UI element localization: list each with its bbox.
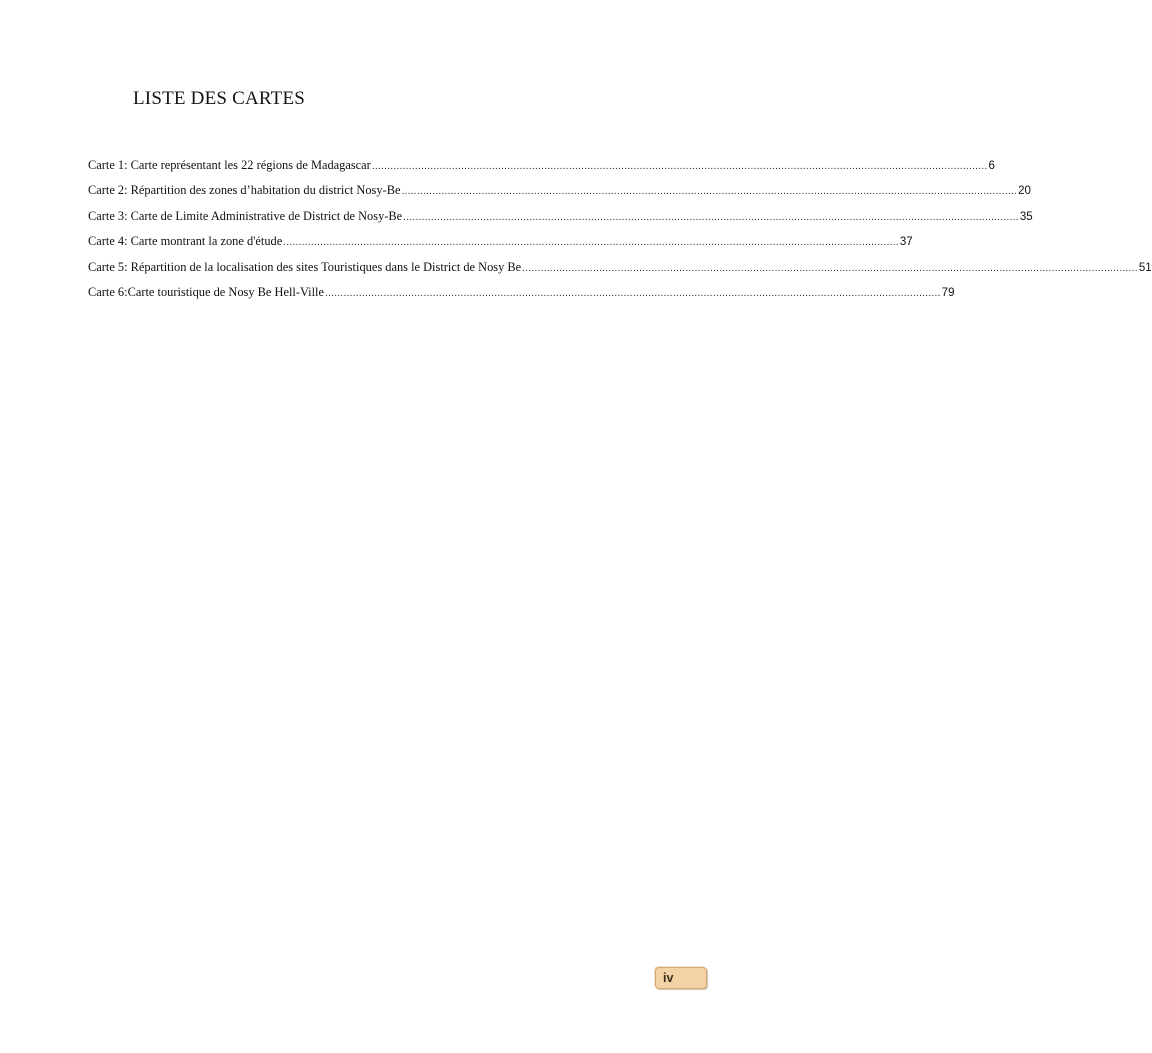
dot-leader: ........................................................................................................................................................................................................ — [371, 161, 988, 172]
toc-entry-page: 51 — [1138, 261, 1152, 274]
toc-entry-page: 20 — [1018, 185, 1031, 198]
toc-entry[interactable] — [88, 234, 913, 259]
toc-entry-page: 35 — [1019, 210, 1033, 223]
toc-entry[interactable] — [88, 284, 955, 310]
dot-leader: ........................................................................................................................................................................................................ — [325, 287, 941, 299]
toc-entry-label: Carte 3: Carte de Limite Administrative de District de Nosy-Be — [88, 208, 403, 223]
dot-leader: ........................................................................................................................................................................................................ — [283, 237, 899, 249]
toc-entry-page: 37 — [899, 236, 913, 249]
dot-leader: ........................................................................................................................................................................................................ — [522, 262, 1138, 274]
toc-entry-label: Carte 2: Répartition des zones d’habitation du district Nosy-Be — [88, 183, 401, 198]
toc-entry-label: Carte 5: Répartition de la localisation des sites Touristiques dans le District de Nosy Be — [88, 259, 522, 274]
toc-entry-page: 79 — [941, 286, 955, 299]
page-number: iv — [663, 971, 674, 985]
page-number-badge — [655, 967, 707, 989]
toc-entry-label: Carte 1: Carte représentant les 22 régions de Madagascar — [88, 158, 371, 172]
toc-entry[interactable] — [88, 259, 1152, 285]
toc-entry-page: 6 — [988, 160, 995, 172]
dot-leader: ........................................................................................................................................................................................................ — [401, 186, 1018, 198]
dot-leader: ........................................................................................................................................................................................................ — [403, 211, 1019, 223]
list-of-maps — [88, 158, 1152, 310]
toc-entry[interactable] — [88, 158, 995, 183]
page-title: LISTE DES CARTES — [133, 88, 306, 109]
toc-entry[interactable] — [88, 183, 1031, 208]
toc-entry-label: Carte 4: Carte montrant la zone d'étude — [88, 234, 283, 249]
toc-entry[interactable] — [88, 208, 1033, 234]
toc-entry-label: Carte 6:Carte touristique de Nosy Be Hell-Ville — [88, 284, 324, 299]
